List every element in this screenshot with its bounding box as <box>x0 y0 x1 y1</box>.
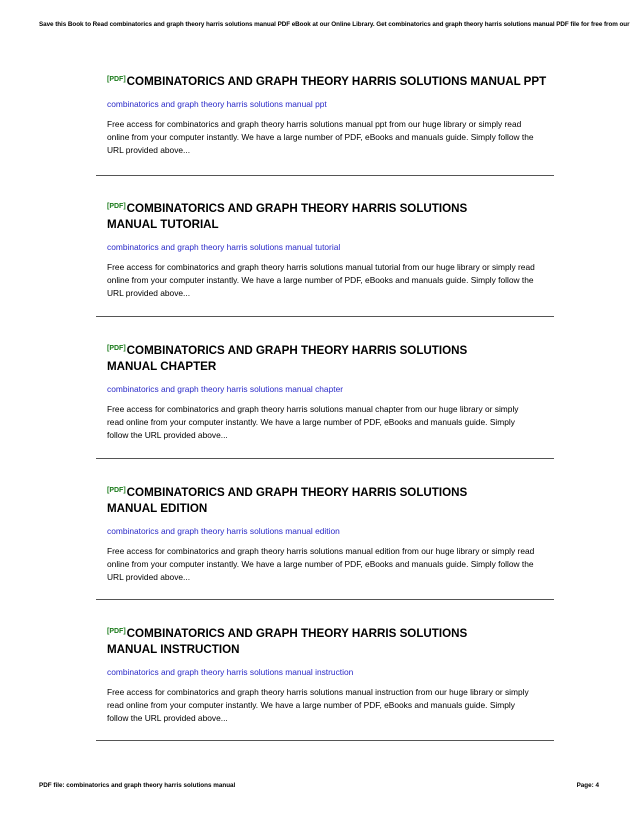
result-entry <box>107 624 554 725</box>
entry-title-text: COMBINATORICS AND GRAPH THEORY HARRIS SOLUTIONS MANUAL CHAPTER <box>107 344 468 373</box>
entry-title-text: COMBINATORICS AND GRAPH THEORY HARRIS SOLUTIONS MANUAL PPT <box>126 75 547 88</box>
result-entry <box>107 72 554 157</box>
entry-link[interactable]: combinatorics and graph theory harris solutions manual instruction <box>107 667 354 677</box>
result-entry <box>107 483 554 584</box>
pdf-tag: [PDF] <box>107 203 126 210</box>
entry-title[interactable] <box>107 199 554 233</box>
entry-link[interactable]: combinatorics and graph theory harris solutions manual edition <box>107 526 340 536</box>
entry-title[interactable] <box>107 72 554 90</box>
pdf-tag: [PDF] <box>107 345 126 352</box>
result-entry <box>107 341 554 442</box>
result-entry <box>107 199 554 300</box>
entry-title[interactable] <box>107 341 554 375</box>
entry-link[interactable]: combinatorics and graph theory harris solutions manual chapter <box>107 384 344 394</box>
entry-title-text: COMBINATORICS AND GRAPH THEORY HARRIS SOLUTIONS MANUAL TUTORIAL <box>107 202 468 231</box>
entry-title-text: COMBINATORICS AND GRAPH THEORY HARRIS SOLUTIONS MANUAL INSTRUCTION <box>107 627 468 656</box>
header-banner: Save this Book to Read combinatorics and graph theory harris solutions manual PDF eBook at our Online Library. Get combinatorics and graph theory harris solutions manual PDF file for free from our <box>39 21 630 28</box>
entry-description: Free access for combinatorics and graph theory harris solutions manual edition from our huge library or simply read online from your computer instantly. We have a large number of PDF, eBooks and manuals guide. Simply follow the URL provided above... <box>107 546 535 582</box>
divider <box>96 175 554 176</box>
divider <box>96 458 554 459</box>
entry-title[interactable] <box>107 624 554 658</box>
entry-description: Free access for combinatorics and graph theory harris solutions manual chapter from our huge library or simply read online from your computer instantly. We have a large number of PDF, eBooks and manuals guide. Simply follow the URL provided above... <box>107 404 519 440</box>
divider <box>96 740 554 741</box>
entry-description: Free access for combinatorics and graph theory harris solutions manual ppt from our huge library or simply read online from your computer instantly. We have a large number of PDF, eBooks and manuals guide. Simply follow the URL provided above... <box>107 119 534 155</box>
entry-description: Free access for combinatorics and graph theory harris solutions manual instruction from our huge library or simply read online from your computer instantly. We have a large number of PDF, eBooks and manuals guide. Simply follow the URL provided above... <box>107 687 529 723</box>
pdf-tag: [PDF] <box>107 628 126 635</box>
divider <box>96 316 554 317</box>
entry-title[interactable] <box>107 483 554 517</box>
pdf-tag: [PDF] <box>107 76 126 83</box>
entry-link[interactable]: combinatorics and graph theory harris solutions manual ppt <box>107 99 327 109</box>
divider <box>96 599 554 600</box>
footer-file-label: PDF file: combinatorics and graph theory harris solutions manual <box>39 782 236 789</box>
footer-page-number: Page: 4 <box>576 782 599 789</box>
entry-title-text: COMBINATORICS AND GRAPH THEORY HARRIS SOLUTIONS MANUAL EDITION <box>107 486 468 515</box>
entry-link[interactable]: combinatorics and graph theory harris solutions manual tutorial <box>107 242 341 252</box>
pdf-tag: [PDF] <box>107 487 126 494</box>
entry-description: Free access for combinatorics and graph theory harris solutions manual tutorial from our huge library or simply read online from your computer instantly. We have a large number of PDF, eBooks and manuals guide. Simply follow the URL provided above... <box>107 262 535 298</box>
